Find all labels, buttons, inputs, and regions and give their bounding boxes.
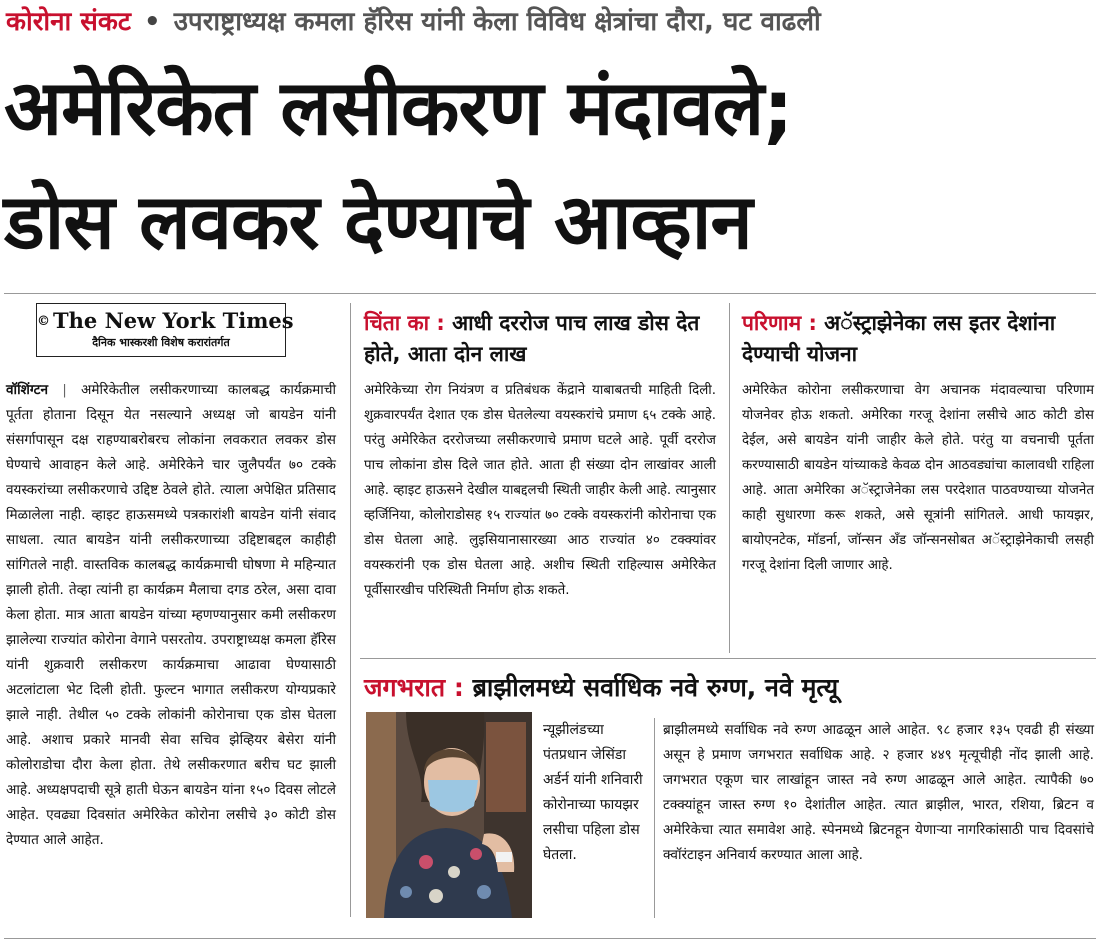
world-text: ब्राझीलमध्ये सर्वाधिक नवे रुग्ण आढळून आले आहेत. ९८ हजार १३५ एवढी ही संख्या असून हे प्रमाण जगभरात सर्वाधिक आहे. २ हजार ४४९ मृत्यूचीही नोंद झाली आहे. जगभरात एकूण चार लाखांहून जास्त नवे रुग्ण आढळून आले आहेत. त्यापैकी ७० टक्क्यांहून जास्त रुग्ण १० देशांतील आहेत. त्यात ब्राझील, भारत, रशिया, ब्रिटन व अमेरिकेचा त्यात समावेश आहे. स्पेनमध्ये ब्रिटनहून येणाऱ्या नागरिकांसाठी पाच दिवसांचे क्वॉरंटाइन अनिवार्य करण्यात आला आहे. <box>663 722 1094 863</box>
world-body <box>663 718 1094 868</box>
kicker-text: उपराष्ट्राध्यक्ष कमला हॅरिस यांनी केला विविध क्षेत्रांचा दौरा, घट वाढली <box>173 7 821 37</box>
source-subtitle: दैनिक भास्करशी विशेष करारांतर्गत <box>92 336 230 349</box>
result-label: परिणाम : <box>742 311 817 335</box>
source-logo <box>37 308 294 335</box>
worry-title: आधी दररोज पाच लाख डोस देत होते, आता दोन लाख <box>364 311 700 366</box>
source-name: The New York Times <box>53 308 294 333</box>
main-story-body <box>6 378 336 853</box>
news-photo <box>366 712 532 918</box>
headline-divider <box>4 293 1096 294</box>
world-title: ब्राझीलमध्ये सर्वाधिक नवे रुग्ण, नवे मृत्यू <box>472 673 839 702</box>
column-rule-3 <box>654 718 655 918</box>
result-heading <box>742 308 1094 370</box>
headline-line-1: अमेरिकेत लसीकरण मंदावले; <box>4 63 793 152</box>
worry-label: चिंता का : <box>364 311 445 335</box>
kicker-label: कोरोना संकट <box>6 7 131 37</box>
kicker-line <box>6 2 1096 42</box>
photo-illustration <box>366 712 532 918</box>
worry-text: अमेरिकेच्या रोग नियंत्रण व प्रतिबंधक केंद्राने याबाबतची माहिती दिली. शुक्रवारपर्यंत देशात एक डोस घेतलेल्या वयस्करांचे प्रमाण ६५ टक्के आहे. परंतु अमेरिकेत दररोजच्या लसीकरणाचे प्रमाण घटले आहे. पूर्वी दररोज पाच लोकांना डोस दिले जात होते. आता ही संख्या दोन लाखांवर आली आहे. व्हाइट हाऊसने देखील याबद्दलची स्थिती जाहीर केली आहे. त्यानुसार व्हर्जिनिया, कोलोराडोसह १५ राज्यांत ७० टक्के वयस्करांनी कोरोनाचा एक डोस घेतला आहे. लुइसियानासारख्या आठ राज्यांत ४० टक्क्यांवर वयस्करांनी एक डोस घेतला आहे. अशीच स्थिती राहिल्यास अमेरिकेत पूर्वीसारखीच परिस्थिती निर्माण होऊ शकते. <box>364 383 716 598</box>
section-divider <box>360 658 1096 659</box>
result-title: अॅस्ट्राझेनेका लस इतर देशांना देण्याची योजना <box>742 311 1056 366</box>
world-label: जगभरात : <box>364 673 464 702</box>
column-rule-2 <box>729 303 730 653</box>
headline-line-2: डोस लवकर देण्याचे आव्हान <box>4 177 752 266</box>
result-text: अमेरिकेत कोरोना लसीकरणाचा वेग अचानक मंदावल्याचा परिणाम योजनेवर होऊ शकतो. अमेरिका गरजू देशांना लसीचे आठ कोटी डोस देईल, असे बायडेन यांनी जाहीर केले होते. परंतु या वचनाची पूर्तता करण्यासाठी बायडेन यांच्याकडे केवळ दोन आठवड्यांचा कालावधी राहिला आहे. आता अमेरिका अॅस्ट्राजेनेका लस परदेशात पाठवण्याच्या योजनेत काही सुधारणा करू शकते, असे सूत्रांनी सांगितले. आधी फायझर, बायोएनटेक, मॉडर्ना, जॉन्सन अँड जॉन्सनसोबत अॅस्ट्राझेनेकाची लसही गरजू देशांना दिली जाणार आहे. <box>742 383 1094 573</box>
source-credit-box <box>36 303 294 357</box>
kicker-bullet: • <box>144 7 161 37</box>
worry-heading <box>364 308 716 370</box>
dateline-separator: | <box>62 382 67 398</box>
dateline: वॉशिंग्टन <box>6 382 49 398</box>
main-story-text: अमेरिकेतील लसीकरणाच्या कालबद्ध कार्यक्रमाची पूर्तता होताना दिसून येत नसल्याने अध्यक्ष जो बायडेन यांनी संसर्गापासून दक्ष राहण्याबरोबरच लोकांना लवकरात लवकर डोस घेण्याचे आवाहन केले आहे. अमेरिकेने चार जुलैपर्यंत ७० टक्के वयस्करांच्या लसीकरणाचे उद्दिष्ट ठेवले होते. त्याला अपेक्षित प्रतिसाद मिळालेला नाही. व्हाइट हाऊसमध्ये पत्रकारांशी बायडेन यांनी संवाद साधला. त्यात बायडेन यांनी लसीकरणाच्या उद्दिष्टाबद्दल काहीही सांगितले नाही. वास्तविक कालबद्ध कार्यक्रमाची घोषणा मे महिन्यात झाली होती. तेव्हा त्यांनी हा कार्यक्रम मैलाचा दगड ठरेल, असा दावा केला होता. मात्र आता बायडेन यांच्या म्हणण्यानुसार कमी लसीकरण झालेल्या राज्यांत कोरोना वेगाने पसरतोय. उपराष्ट्राध्यक्ष कमला हॅरिस यांनी शुक्रवारी लसीकरण कार्यक्रमाचा आढावा घेण्यासाठी अटलांटाला भेट दिली होती. फुल्टन भागात लसीकरण योग्यप्रकारे झाले नाही. तेथील ५० टक्के लोकांनी कोरोनाचा एक डोस घेतला आहे. अशाच प्रकारे मानवी सेवा सचिव झेव्हियर बेसेरा यांनी कोलोराडोचा दौरा केला होता. तेथे लसीकरणात बरीच घट झाली आहे. अध्यक्षपदाची सूत्रे हाती घेऊन बायडेन यांना १५० दिवस लोटले आहेत. एवढ्या दिवसांत अमेरिकेत कोरोना लसीचे ३० कोटी डोस देण्यात आले आहेत. <box>6 382 336 848</box>
column-rule-1 <box>350 303 351 917</box>
result-body <box>742 378 1094 578</box>
photo-caption: न्यूझीलंडच्या पंतप्रधान जेसिंडा अर्डर्न यांनी शनिवारी कोरोनाच्या फायझर लसीचा पहिला डोस घेतला. <box>543 722 643 863</box>
world-heading <box>364 668 1094 708</box>
copyright-mark: © <box>37 314 50 329</box>
page-bottom-rule <box>4 938 1096 939</box>
worry-body <box>364 378 716 603</box>
